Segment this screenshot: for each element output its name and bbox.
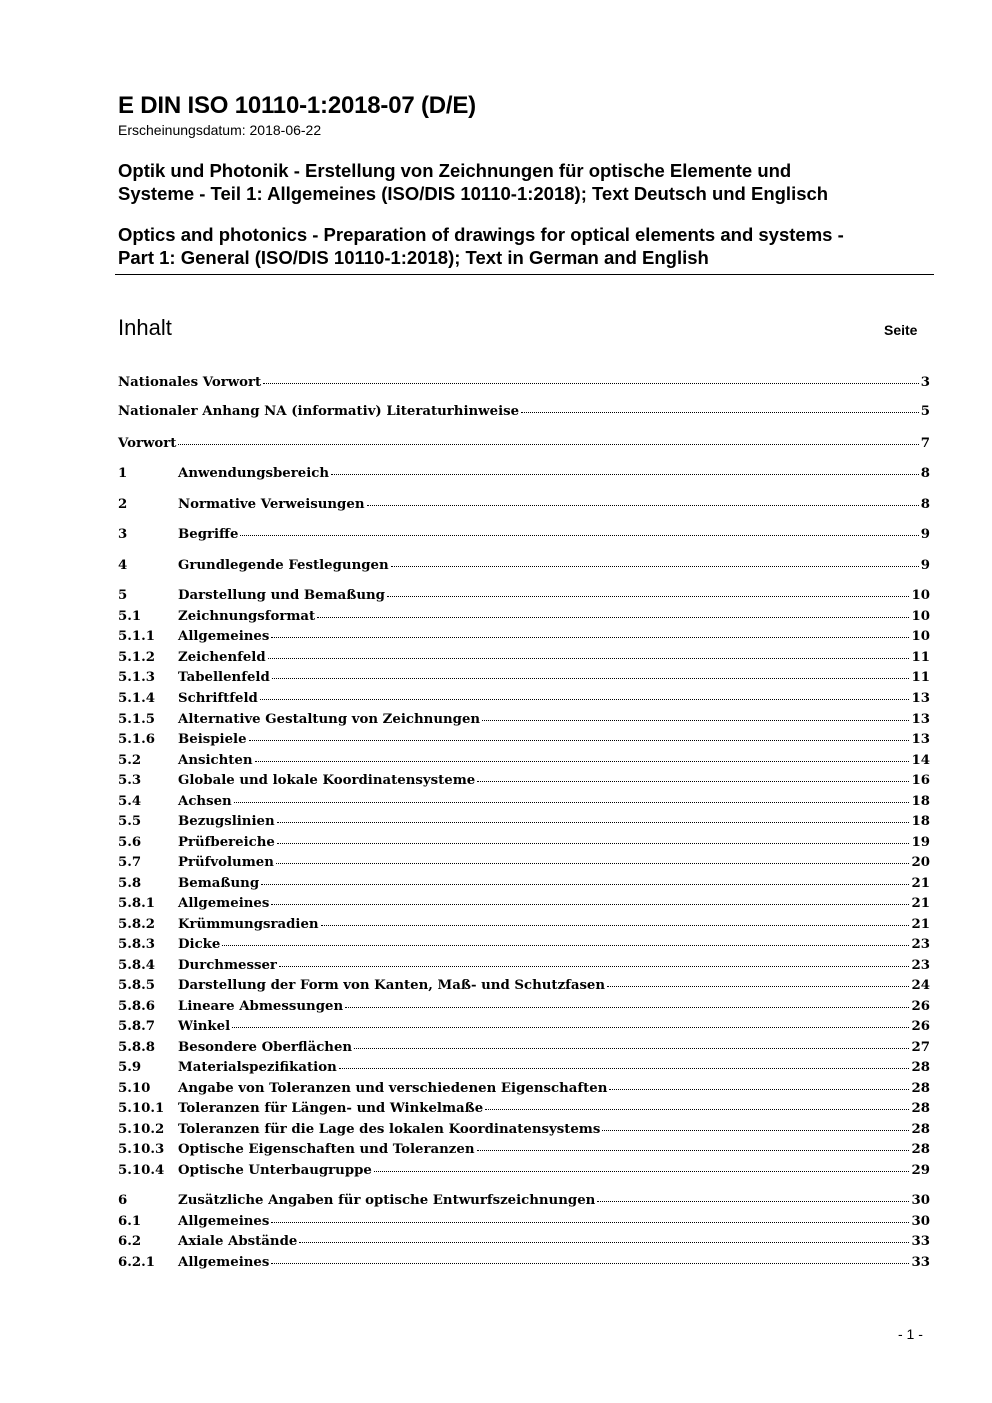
- document-header: [118, 92, 934, 269]
- toc-entry-page: 23: [911, 958, 930, 973]
- toc-entry-title: Schriftfeld: [178, 691, 258, 706]
- title-english-line-2: Part 1: General (ISO/DIS 10110-1:2018); Text in German and English: [118, 247, 709, 268]
- toc-leader-dots: [232, 1027, 909, 1028]
- toc-entry[interactable]: [118, 434, 930, 454]
- toc-entry[interactable]: [118, 976, 930, 996]
- toc-entry[interactable]: [118, 956, 930, 976]
- toc-entry-number: 5: [118, 588, 128, 603]
- toc-leader-dots: [255, 761, 910, 762]
- toc-entry-title: Krümmungsradien: [178, 917, 319, 932]
- toc-entry-page: 9: [920, 558, 930, 573]
- toc-entry-number: 6.2.1: [118, 1255, 156, 1270]
- toc-entry-page: 21: [911, 896, 930, 911]
- toc-leader-dots: [521, 412, 919, 413]
- toc-entry-number: 5.8.5: [118, 978, 156, 993]
- toc-leader-dots: [345, 1007, 909, 1008]
- toc-entry-page: 29: [911, 1163, 930, 1178]
- toc-leader-dots: [387, 596, 909, 597]
- toc-entry-number: 5.10: [118, 1081, 151, 1096]
- toc-entry-number: 5.10.2: [118, 1122, 165, 1137]
- toc-entry-page: 28: [911, 1122, 930, 1137]
- toc-leader-dots: [391, 566, 919, 567]
- toc-entry[interactable]: [118, 648, 930, 668]
- toc-entry[interactable]: [118, 1079, 930, 1099]
- toc-entry-page: 26: [911, 999, 930, 1014]
- toc-entry-title: Durchmesser: [178, 958, 277, 973]
- toc-entry-title: Dicke: [178, 937, 221, 952]
- toc-leader-dots: [317, 617, 909, 618]
- toc-entry-page: 10: [911, 629, 930, 644]
- toc-entry-title: Darstellung und Bemaßung: [178, 588, 385, 603]
- toc-entry-number: 5.8: [118, 876, 142, 891]
- toc-entry-page: 13: [911, 691, 930, 706]
- toc-entry[interactable]: [118, 607, 930, 627]
- toc-entry-title: Zeichenfeld: [178, 650, 266, 665]
- toc-entry[interactable]: [118, 464, 930, 484]
- toc-entry[interactable]: [118, 1099, 930, 1119]
- toc-entry-number: 5.1.6: [118, 732, 156, 747]
- toc-entry-title: Nationaler Anhang NA (informativ) Literaturhinweise: [118, 404, 520, 419]
- toc-entry-page: 33: [911, 1255, 930, 1270]
- toc-leader-dots: [271, 904, 909, 905]
- toc-entry-title: Bezugslinien: [178, 814, 275, 829]
- toc-entry-title: Axiale Abstände: [178, 1234, 298, 1249]
- toc-entry-number: 5.1: [118, 609, 142, 624]
- toc-entry-page: 8: [920, 466, 930, 481]
- toc-entry-page: 28: [911, 1142, 930, 1157]
- toc-entry-title: Optische Eigenschaften und Toleranzen: [178, 1142, 475, 1157]
- toc-entry-title: Prüfbereiche: [178, 835, 275, 850]
- toc-leader-dots: [609, 1089, 909, 1090]
- toc-entry-number: 5.1.5: [118, 712, 156, 727]
- toc-entry[interactable]: [118, 853, 930, 873]
- toc-entry[interactable]: [118, 935, 930, 955]
- toc-entry-title: Winkel: [178, 1019, 231, 1034]
- toc-leader-dots: [263, 383, 919, 384]
- toc-leader-dots: [477, 1150, 910, 1151]
- toc-entry[interactable]: [118, 833, 930, 853]
- toc-entry-number: 3: [118, 527, 128, 542]
- toc-entry-title: Achsen: [178, 794, 232, 809]
- toc-leader-dots: [271, 1222, 909, 1223]
- toc-entry-title: Angabe von Toleranzen und verschiedenen Eigenschaften: [178, 1081, 608, 1096]
- toc-entry-page: 24: [911, 978, 930, 993]
- toc-entry[interactable]: [118, 668, 930, 688]
- toc-entry-title: Tabellenfeld: [178, 670, 270, 685]
- toc-entry[interactable]: [118, 373, 930, 393]
- toc-entry-title: Vorwort: [118, 436, 177, 451]
- toc-entry-number: 5.8.7: [118, 1019, 156, 1034]
- toc-entry-title: Zeichnungsformat: [178, 609, 316, 624]
- toc-entry-number: 4: [118, 558, 128, 573]
- toc-leader-dots: [607, 986, 909, 987]
- toc-entry[interactable]: [118, 874, 930, 894]
- toc-entry-number: 5.1.4: [118, 691, 156, 706]
- toc-leader-dots: [477, 781, 909, 782]
- toc-leader-dots: [222, 945, 909, 946]
- toc-entry-page: 8: [920, 497, 930, 512]
- toc-entry-title: Allgemeines: [178, 1214, 270, 1229]
- toc-entry-title: Materialspezifikation: [178, 1060, 337, 1075]
- toc-leader-dots: [268, 658, 910, 659]
- toc-entry[interactable]: [118, 1161, 930, 1181]
- toc-entry-number: 6: [118, 1193, 128, 1208]
- toc-entry-title: Allgemeines: [178, 629, 270, 644]
- toc-entry[interactable]: [118, 1140, 930, 1160]
- toc-entry-page: 10: [911, 609, 930, 624]
- contents-heading: Inhalt: [118, 315, 172, 340]
- toc-leader-dots: [249, 740, 910, 741]
- toc-entry[interactable]: [118, 1212, 930, 1232]
- toc-entry-page: 14: [911, 753, 930, 768]
- toc-entry-page: 19: [911, 835, 930, 850]
- toc-entry-page: 28: [911, 1101, 930, 1116]
- toc-entry-page: 13: [911, 732, 930, 747]
- toc-leader-dots: [321, 925, 910, 926]
- toc-entry-number: 5.4: [118, 794, 142, 809]
- toc-entry[interactable]: [118, 1191, 930, 1211]
- toc-entry-number: 2: [118, 497, 128, 512]
- toc-entry[interactable]: [118, 751, 930, 771]
- toc-entry-title: Prüfvolumen: [178, 855, 274, 870]
- toc-entry-title: Darstellung der Form von Kanten, Maß- und Schutzfasen: [178, 978, 606, 993]
- toc-entry-page: 10: [911, 588, 930, 603]
- toc-leader-dots: [178, 444, 918, 445]
- toc-entry-number: 6.1: [118, 1214, 142, 1229]
- title-german-line-2: Systeme - Teil 1: Allgemeines (ISO/DIS 10110-1:2018); Text Deutsch und Englisch: [118, 183, 829, 204]
- toc-entry[interactable]: [118, 1038, 930, 1058]
- title-german: [118, 159, 934, 205]
- toc-entry[interactable]: [118, 812, 930, 832]
- toc-entry-title: Ansichten: [178, 753, 253, 768]
- toc-entry-number: 1: [118, 466, 128, 481]
- toc-leader-dots: [485, 1109, 909, 1110]
- toc-leader-dots: [602, 1130, 909, 1131]
- toc-entry-title: Zusätzliche Angaben für optische Entwurfszeichnungen: [178, 1193, 596, 1208]
- toc-entry-page: 9: [920, 527, 930, 542]
- toc-entry-title: Lineare Abmessungen: [178, 999, 344, 1014]
- toc-entry-page: 26: [911, 1019, 930, 1034]
- toc-entry-number: 5.2: [118, 753, 142, 768]
- toc-entry-number: 5.1.3: [118, 670, 156, 685]
- toc-leader-dots: [277, 822, 910, 823]
- toc-entry-page: 21: [911, 876, 930, 891]
- toc-entry-number: 5.3: [118, 773, 142, 788]
- toc-entry-title: Begriffe: [178, 527, 239, 542]
- toc-leader-dots: [277, 843, 910, 844]
- toc-entry-page: 33: [911, 1234, 930, 1249]
- toc-entry-title: Globale und lokale Koordinatensysteme: [178, 773, 476, 788]
- document-id: E DIN ISO 10110-1:2018-07 (D/E): [118, 92, 476, 119]
- title-english: [118, 223, 934, 269]
- toc-leader-dots: [331, 474, 919, 475]
- toc-entry-number: 5.5: [118, 814, 142, 829]
- toc-entry-number: 5.10.1: [118, 1101, 165, 1116]
- toc-entry-number: 5.8.2: [118, 917, 156, 932]
- toc-entry-page: 21: [911, 917, 930, 932]
- toc-entry-page: 18: [911, 814, 930, 829]
- toc-entry[interactable]: [118, 1120, 930, 1140]
- page-column-label: Seite: [884, 322, 918, 338]
- toc-entry-number: 5.8.4: [118, 958, 156, 973]
- toc-entry-number: 5.8.3: [118, 937, 156, 952]
- toc-entry-number: 5.1.1: [118, 629, 156, 644]
- toc-entry[interactable]: [118, 586, 930, 606]
- toc-entry-page: 13: [911, 712, 930, 727]
- toc-entry-page: 11: [911, 670, 930, 685]
- toc-entry-title: Alternative Gestaltung von Zeichnungen: [178, 712, 481, 727]
- toc-leader-dots: [354, 1048, 909, 1049]
- toc-entry[interactable]: [118, 525, 930, 545]
- toc-entry-number: 5.10.3: [118, 1142, 165, 1157]
- toc-leader-dots: [271, 637, 909, 638]
- toc-leader-dots: [261, 884, 909, 885]
- toc-entry[interactable]: [118, 894, 930, 914]
- toc-entry-title: Allgemeines: [178, 896, 270, 911]
- toc-entry-page: 7: [920, 436, 930, 451]
- toc-entry-title: Anwendungsbereich: [178, 466, 330, 481]
- toc-leader-dots: [272, 678, 910, 679]
- toc-entry-page: 23: [911, 937, 930, 952]
- toc-entry-number: 5.8.1: [118, 896, 156, 911]
- toc-entry-title: Grundlegende Festlegungen: [178, 558, 389, 573]
- toc-leader-dots: [234, 802, 910, 803]
- toc-leader-dots: [482, 720, 909, 721]
- title-german-line-1: Optik und Photonik - Erstellung von Zeichnungen für optische Elemente und: [118, 160, 792, 181]
- toc-leader-dots: [240, 535, 918, 536]
- toc-entry-number: 5.1.2: [118, 650, 156, 665]
- toc-entry-number: 5.10.4: [118, 1163, 165, 1178]
- toc-leader-dots: [597, 1201, 909, 1202]
- toc-entry-title: Nationales Vorwort: [118, 375, 262, 390]
- toc-entry[interactable]: [118, 556, 930, 576]
- toc-entry[interactable]: [118, 495, 930, 515]
- toc-leader-dots: [374, 1171, 910, 1172]
- toc-leader-dots: [276, 863, 910, 864]
- toc-entry-page: 30: [911, 1214, 930, 1229]
- toc-leader-dots: [299, 1242, 909, 1243]
- toc-entry-page: 16: [911, 773, 930, 788]
- toc-entry[interactable]: [118, 730, 930, 750]
- page-number: - 1 -: [898, 1326, 923, 1342]
- toc-entry[interactable]: [118, 997, 930, 1017]
- toc-entry-number: 6.2: [118, 1234, 142, 1249]
- toc-entry[interactable]: [118, 792, 930, 812]
- toc-entry-title: Toleranzen für die Lage des lokalen Koordinatensystems: [178, 1122, 601, 1137]
- toc-entry[interactable]: [118, 689, 930, 709]
- toc-entry-page: 27: [911, 1040, 930, 1055]
- toc-entry-page: 28: [911, 1060, 930, 1075]
- toc-entry-title: Allgemeines: [178, 1255, 270, 1270]
- toc-leader-dots: [367, 505, 919, 506]
- toc-entry-title: Toleranzen für Längen- und Winkelmaße: [178, 1101, 484, 1116]
- toc-entry[interactable]: [118, 1253, 930, 1273]
- header-divider: [115, 274, 934, 275]
- toc-entry-title: Optische Unterbaugruppe: [178, 1163, 372, 1178]
- toc-leader-dots: [339, 1068, 910, 1069]
- toc-entry-number: 5.7: [118, 855, 142, 870]
- publication-date: Erscheinungsdatum: 2018-06-22: [118, 122, 322, 138]
- toc-entry[interactable]: [118, 710, 930, 730]
- toc-entry[interactable]: [118, 1058, 930, 1078]
- toc-leader-dots: [271, 1263, 909, 1264]
- toc-entry[interactable]: [118, 1232, 930, 1252]
- toc-entry-number: 5.9: [118, 1060, 142, 1075]
- toc-entry[interactable]: [118, 402, 930, 422]
- toc-entry-page: 18: [911, 794, 930, 809]
- toc-entry-number: 5.8.8: [118, 1040, 156, 1055]
- toc-entry[interactable]: [118, 771, 930, 791]
- toc-entry-title: Beispiele: [178, 732, 247, 747]
- toc-entry-number: 5.8.6: [118, 999, 156, 1014]
- toc-entry-title: Bemaßung: [178, 876, 260, 891]
- toc-entry[interactable]: [118, 915, 930, 935]
- toc-entry-title: Normative Verweisungen: [178, 497, 365, 512]
- toc-entry-page: 30: [911, 1193, 930, 1208]
- toc-entry-page: 3: [920, 375, 930, 390]
- toc-leader-dots: [279, 966, 910, 967]
- toc-entry-page: 11: [911, 650, 930, 665]
- toc-entry[interactable]: [118, 627, 930, 647]
- toc-entry-number: 5.6: [118, 835, 142, 850]
- toc-entry-title: Besondere Oberflächen: [178, 1040, 353, 1055]
- title-english-line-1: Optics and photonics - Preparation of drawings for optical elements and systems -: [118, 224, 844, 245]
- toc-entry-page: 5: [920, 404, 930, 419]
- toc-entry-page: 20: [911, 855, 930, 870]
- toc-leader-dots: [260, 699, 910, 700]
- toc-entry-page: 28: [911, 1081, 930, 1096]
- toc-entry[interactable]: [118, 1017, 930, 1037]
